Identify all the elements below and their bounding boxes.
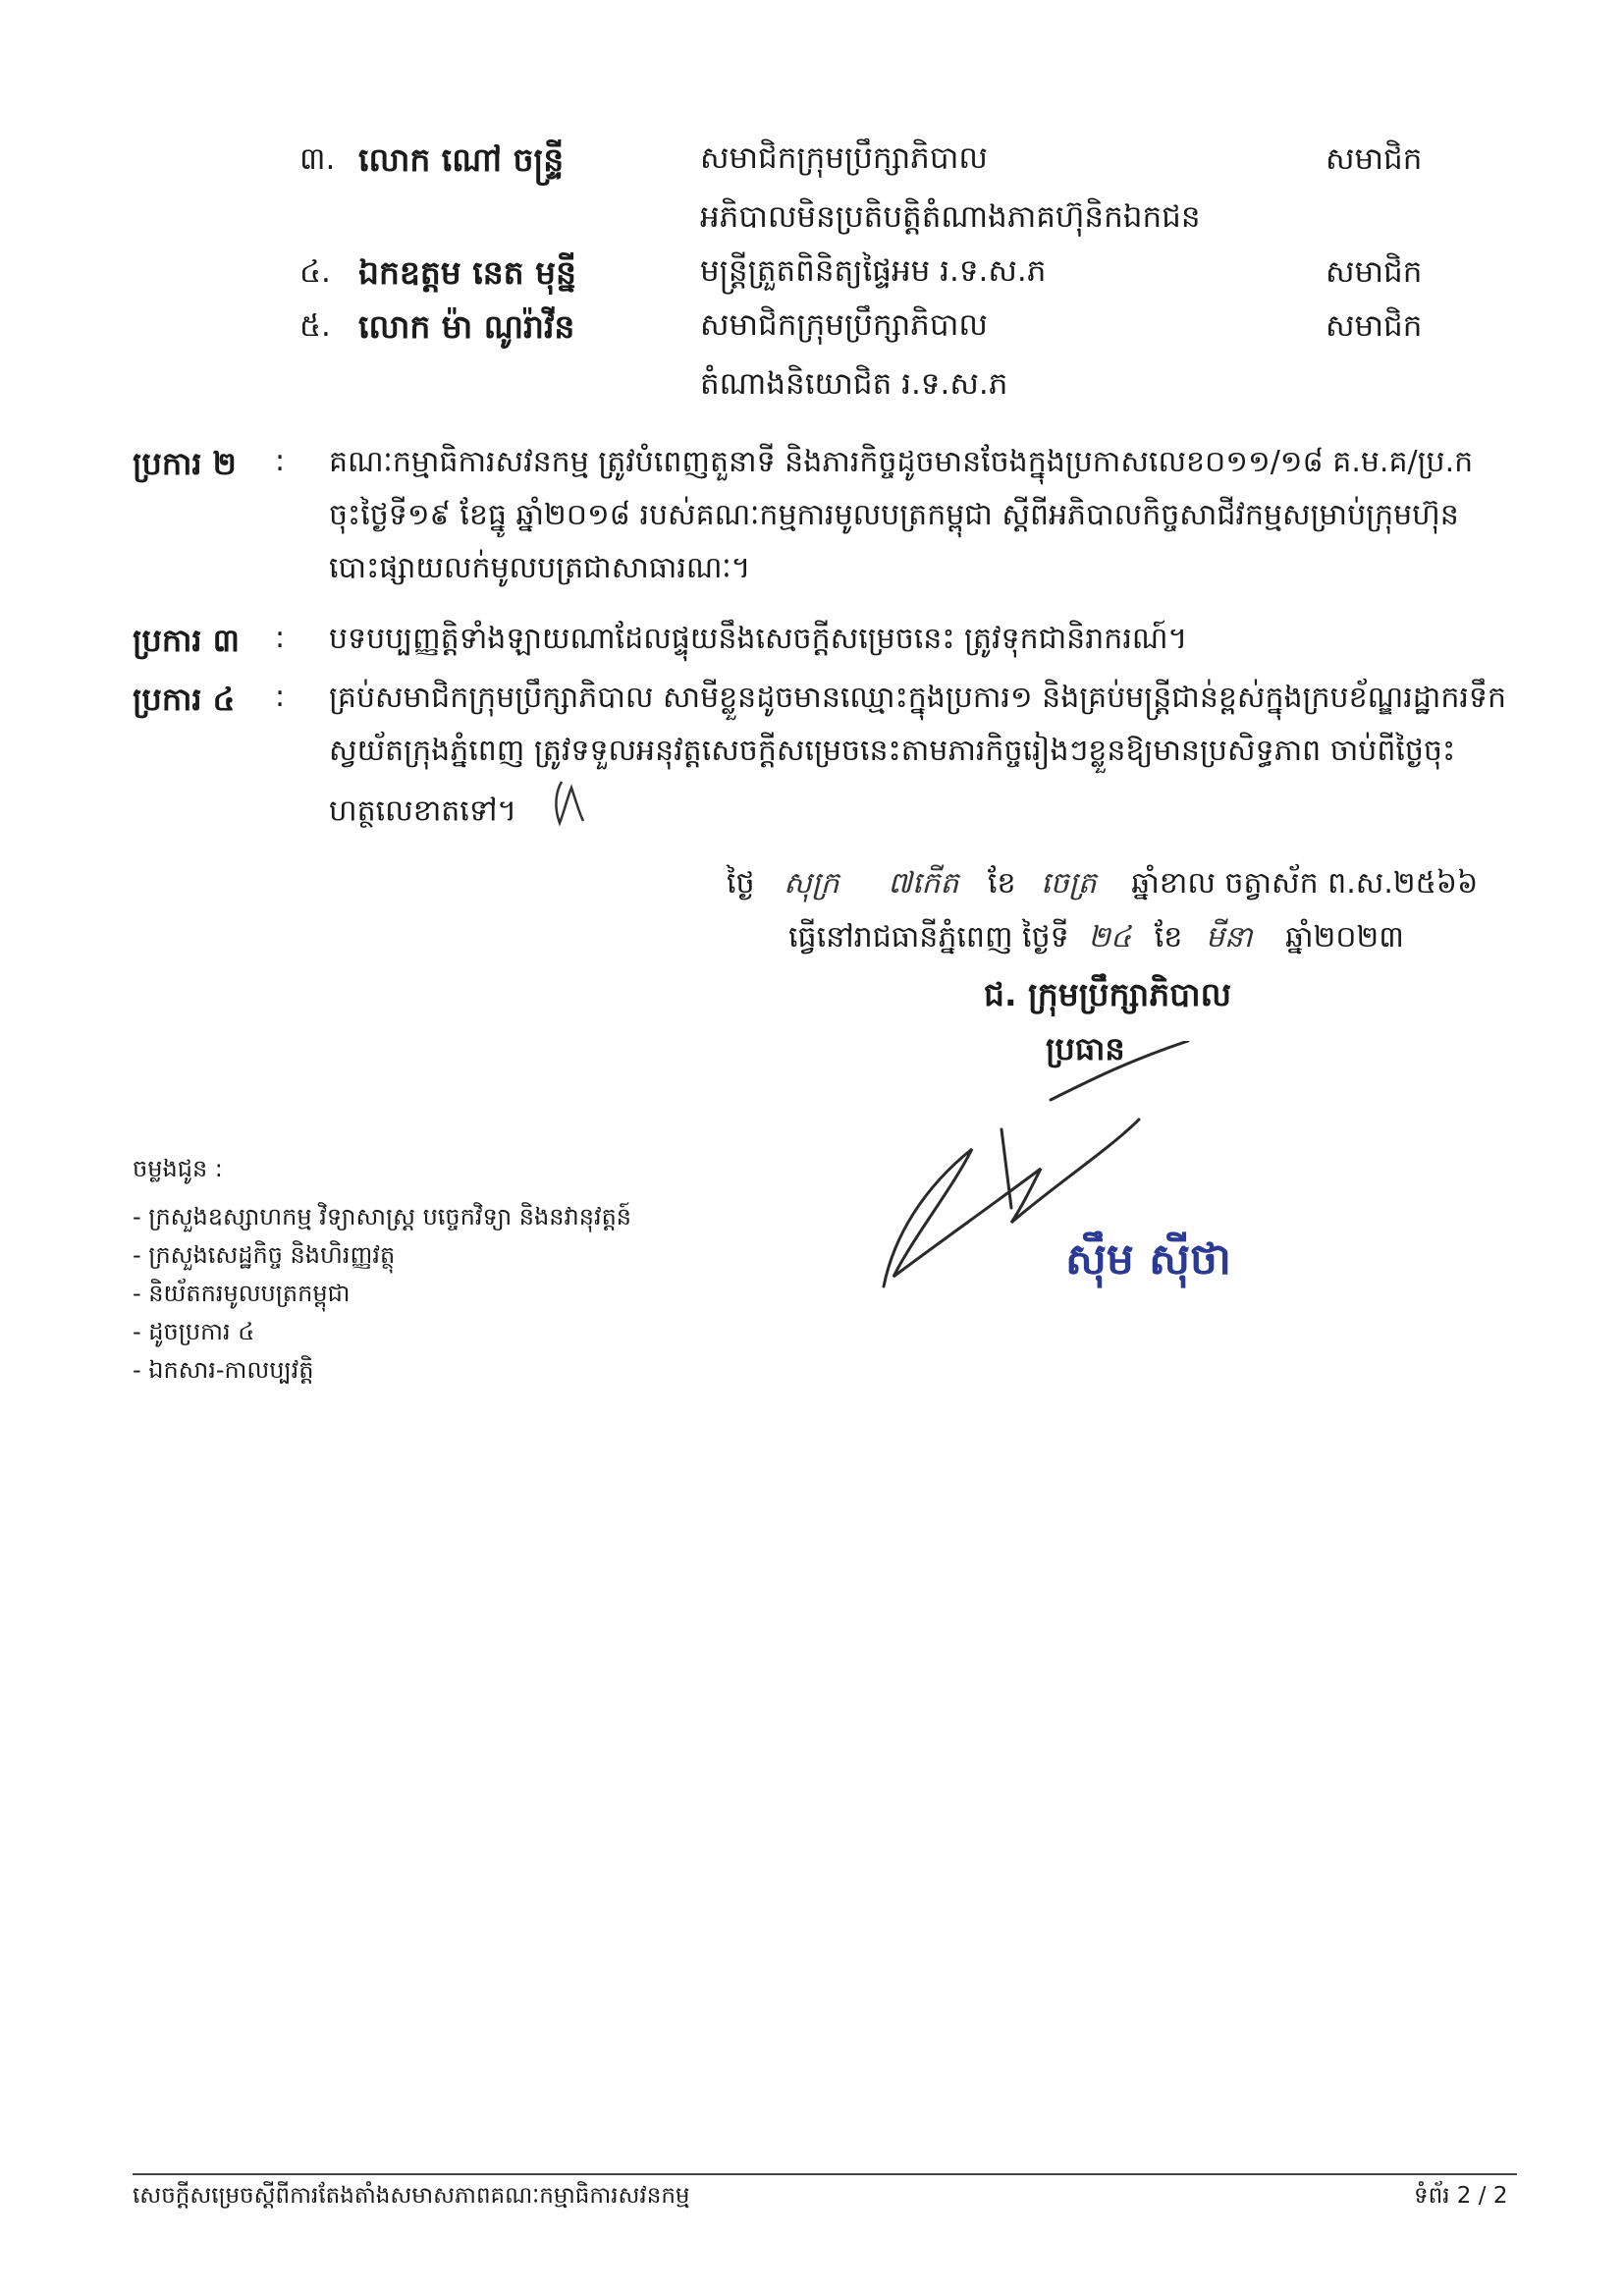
year-text: ឆ្នាំខាល ចត្វាស័ក ព.ស.២៥៦៦ [1131,866,1479,901]
footer-page-number: ទំព័រ 2 / 2 [1414,2183,1508,2209]
member-role-line: មន្ត្រីត្រួតពិនិត្យផ្ទៃអម រ.ទ.ស.ភ [700,253,1047,289]
date-line-solar [788,918,1404,961]
member-name: លោក ណៅ ចន្ទ្រី [358,140,565,179]
article-line-last [329,778,1517,847]
member-number: ៤. [299,254,331,290]
article-colon: : [275,680,286,714]
article-line: ស្វយ័តក្រុងភ្នំពេញ ត្រូវទទួលអនុវត្តសេចក្តីសម្រេចនេះតាមភារកិច្ចរៀងៗខ្លួនឱ្យមានប្រសិទ្ធភាព ចាប់ពីថ្ងៃចុះ [329,734,1456,768]
member-position: សមាជិក [1326,308,1423,344]
article-line: បទបប្បញ្ញត្តិទាំងឡាយណាដែលផ្ទុយនឹងសេចក្តីសម្រេចនេះ ត្រូវទុកជានិរាករណ៍។ [329,622,1188,656]
copies-item: - ដូចប្រការ ៤ [133,1318,255,1345]
month-label: ខែ [1154,920,1183,955]
copies-item: - ឯកសារ-កាលប្បវត្តិ [133,1356,314,1384]
member-role-line: សមាជិកក្រុមប្រឹក្សាភិបាល [700,307,988,343]
handwritten-day: សុក្រ [784,866,839,901]
handwritten-date: ៧កើត [888,866,959,901]
article-text [329,613,1517,666]
article-label: ប្រការ ៣ [133,622,240,659]
handwritten-month: មីនា [1205,920,1253,955]
article-label: ប្រការ ៤ [133,681,236,718]
article-text [329,436,1517,595]
member-number: ៥. [299,308,331,344]
member-position: សមាជិក [1326,254,1423,290]
member-role-line: សមាជិកក្រុមប្រឹក្សាភិបាល [700,140,988,176]
article-line: គណៈកម្មាធិការសវនកម្ម ត្រូវបំពេញតួនាទី និងភារកិច្ចដូចមានចែងក្នុងប្រកាសលេខ០១១/១៨ គ.ម.គ/ប្រ.ក [329,445,1474,479]
date-line-lunar [727,864,1478,907]
month-label: ខែ [987,866,1016,901]
article-label: ប្រការ ២ [133,445,237,482]
signer-name: ស៊ឹម ស៊ីថា [1065,1234,1231,1285]
member-position: សមាជិក [1326,141,1423,177]
copies-item: - ក្រសួងសេដ្ឋកិច្ច និងហិរញ្ញវត្ថុ [133,1241,396,1269]
board-title: ជ. ក្រុមប្រឹក្សាភិបាល [984,975,1232,1013]
footer-document-title: សេចក្តីសម្រេចស្តីពីការតែងតាំងសមាសភាពគណៈកម្មាធិការសវនកម្ម [133,2183,690,2209]
member-number: ៣. [299,141,336,177]
date-prefix: ធ្វើនៅរាជធានីភ្នំពេញ ថ្ងៃទី [788,920,1069,955]
member-name: លោក ម៉ា ណូរ៉ាវីន [358,307,575,346]
handwritten-month: ចេត្រ [1041,866,1097,901]
member-role [700,129,1250,246]
member-role [700,242,1250,301]
article-line: ចុះថ្ងៃទី១៩ ខែធ្នូ ឆ្នាំ២០១៨ របស់គណៈកម្មការមូលបត្រកម្ពុជា ស្តីពីអភិបាលកិច្ចសាជីវកម្មសម្រាប់ក្រុមហ៊ុន [329,498,1459,532]
article-line: ហត្ថលេខាតទៅ។ [329,793,517,829]
article-line: គ្រប់សមាជិកក្រុមប្រឹក្សាភិបាល សាមីខ្លួនដូចមានឈ្មោះក្នុងប្រការ១ និងគ្រប់មន្ត្រីជាន់ខ្ពស់ក្នុងក្របខ័ណ្ឌរដ្ឋាករទឹក [329,681,1507,715]
copies-title: ចម្លងជូន : [133,1155,223,1182]
member-name: ឯកឧត្តម នេត មុន្នី [358,253,576,292]
year-text: ឆ្នាំ២០២៣ [1285,920,1404,955]
chair-title: ប្រធាន [1046,1030,1125,1067]
member-role-line: តំណាងនិយោជិត រ.ទ.ស.ភ [700,366,1008,402]
initials-mark-icon [550,802,589,837]
article-colon: : [275,621,286,655]
member-role [700,296,1250,413]
article-text [329,672,1517,847]
copies-list [133,1154,631,1390]
copies-item: - និយ័តករមូលបត្រកម្ពុជា [133,1280,351,1307]
handwritten-day: ២៤ [1088,920,1132,955]
article-line: បោះផ្សាយលក់មូលបត្រជាសាធារណៈ។ [329,551,751,585]
copies-item: - ក្រសួងឧស្សាហកម្ម វិទ្យាសាស្ត្រ បច្ចេកវិទ្យា និងនវានុវត្តន៍ [133,1203,632,1230]
article-colon: : [275,444,286,478]
date-prefix: ថ្ងៃ [727,866,755,901]
member-role-line: អភិបាលមិនប្រតិបត្តិតំណាងភាគហ៊ុនិកឯកជន [700,199,1201,235]
footer-divider [133,2173,1517,2175]
